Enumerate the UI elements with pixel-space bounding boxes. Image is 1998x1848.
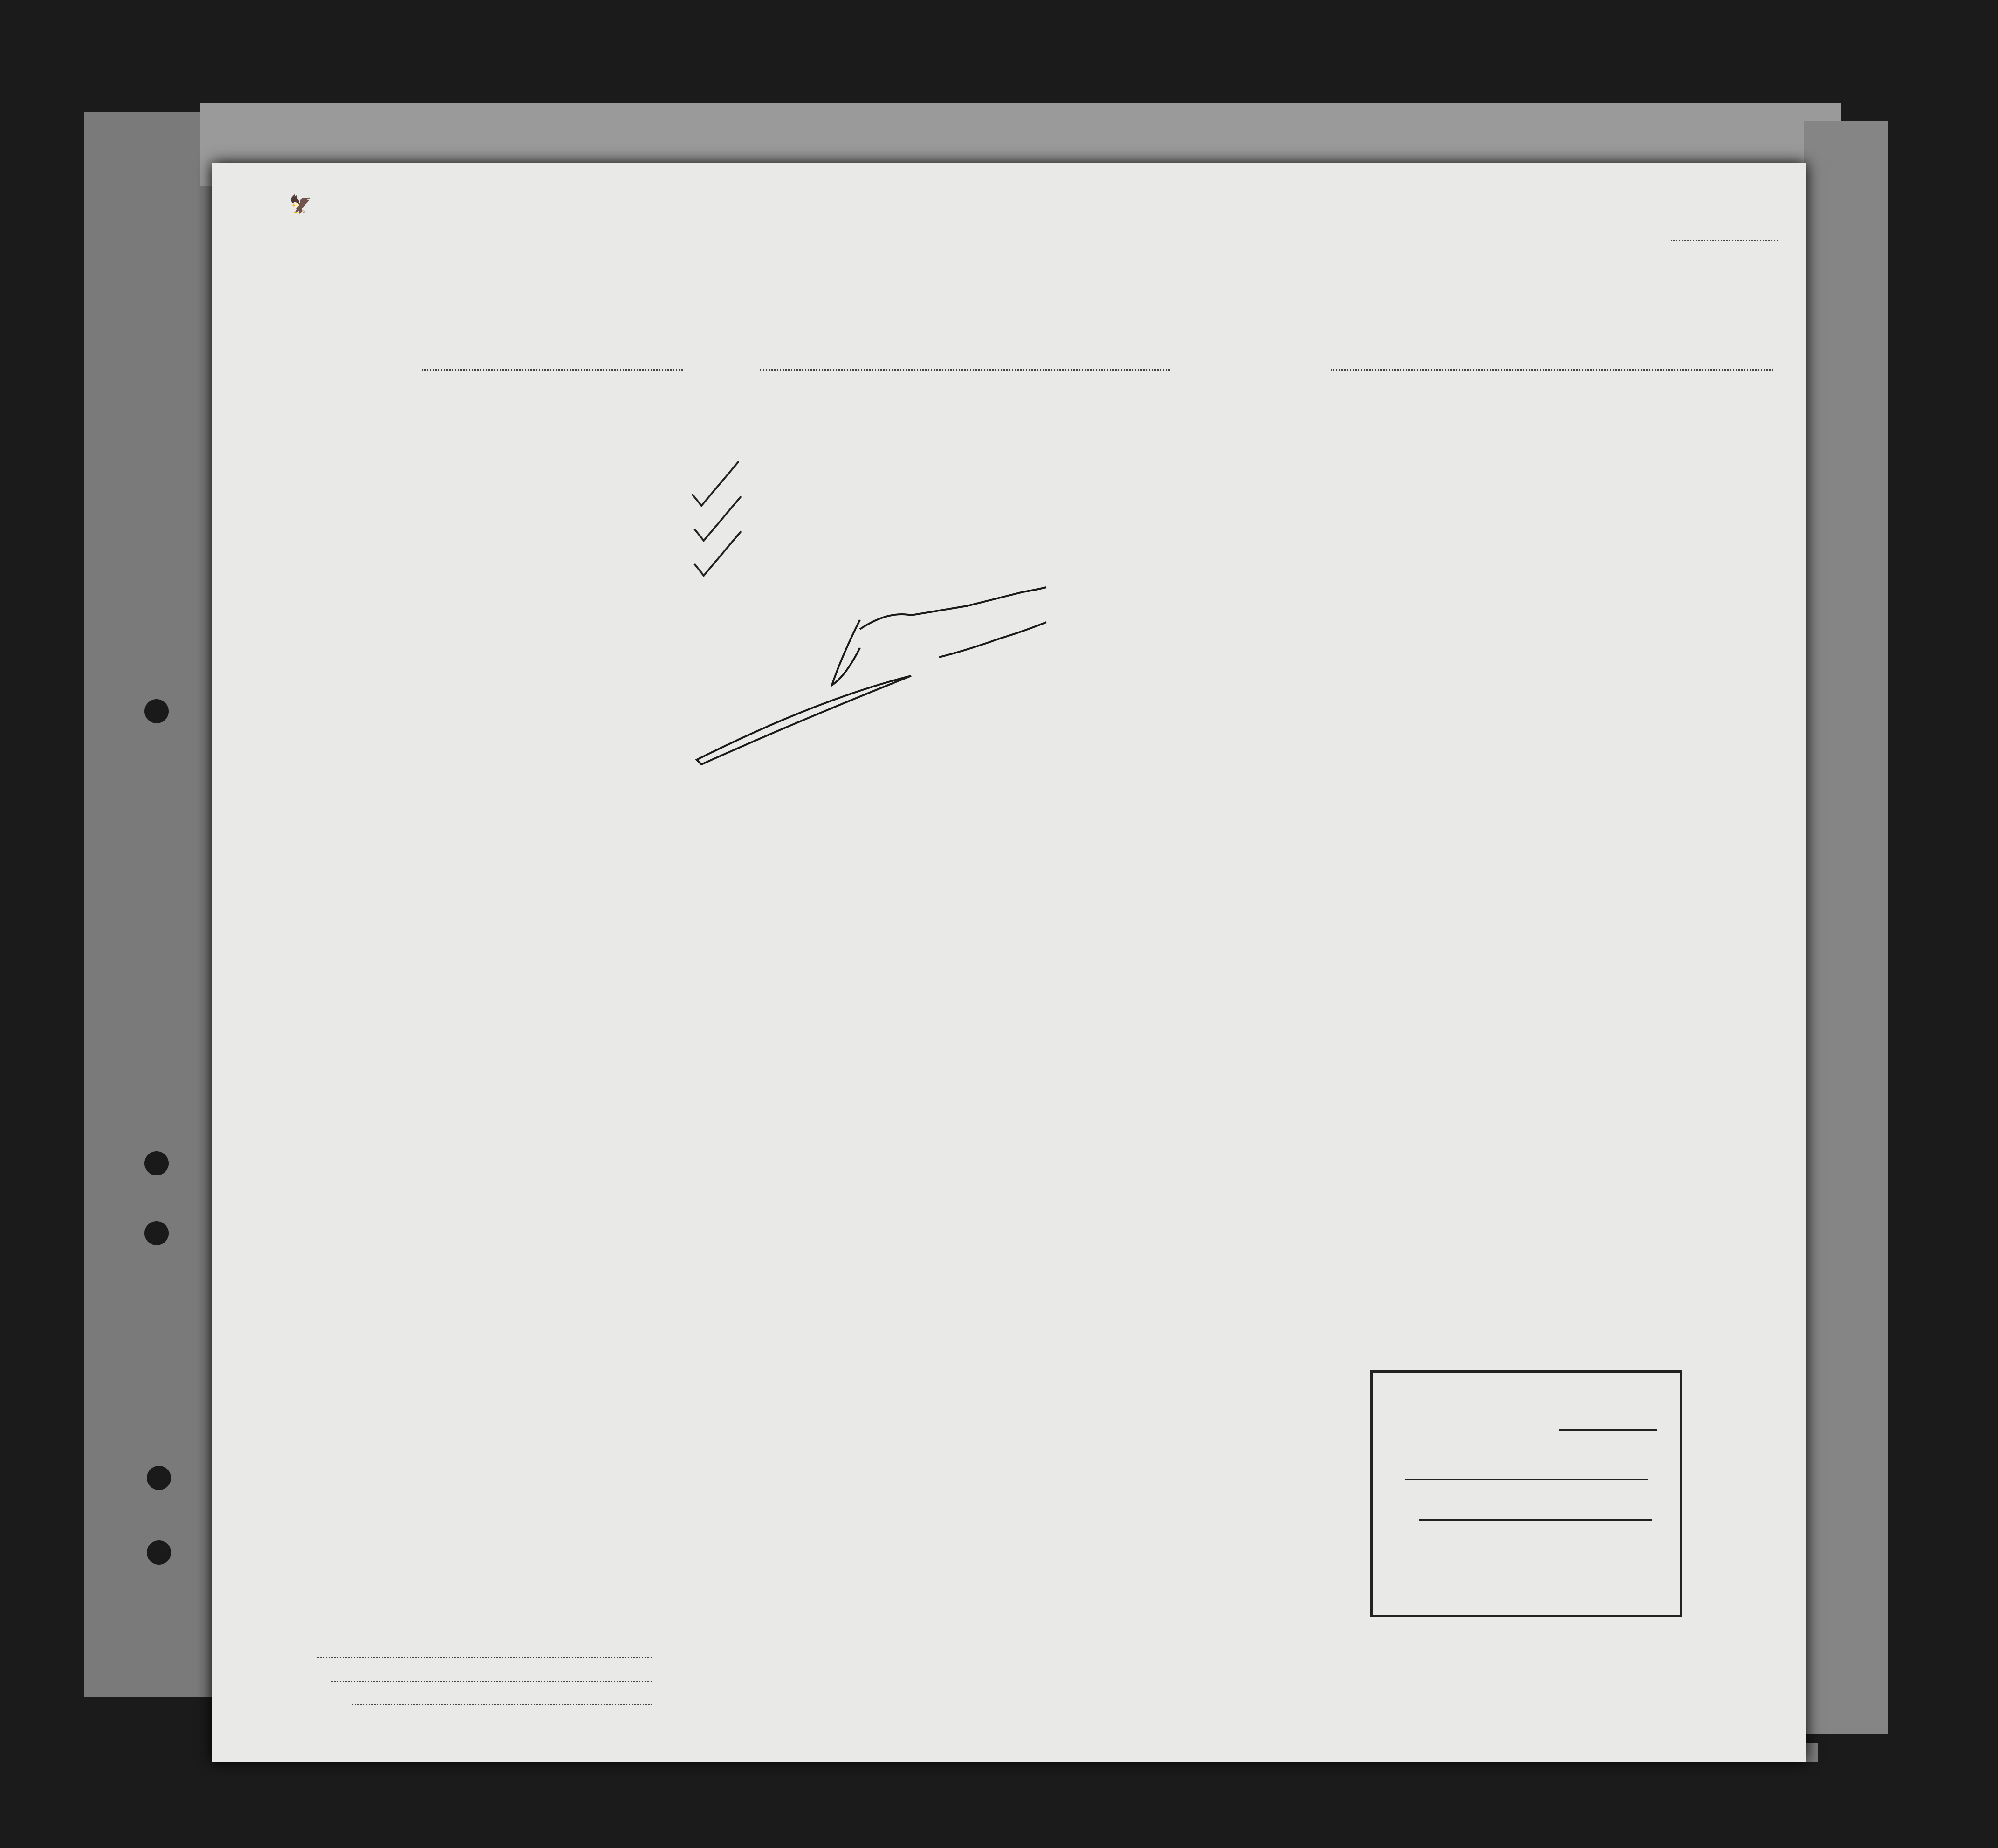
line-field-line: [317, 1657, 652, 1658]
manifest-sheet: [212, 163, 1806, 1762]
punch-hole: [147, 1466, 171, 1490]
stamp-no-line: [1559, 1429, 1657, 1431]
agents-field-line: [352, 1704, 652, 1705]
eagle-icon: 🦅: [289, 194, 312, 215]
stamp-date-line: [1419, 1519, 1652, 1521]
punch-hole: [144, 699, 169, 723]
underlying-sheet-right: [1804, 121, 1888, 1734]
punch-hole: [147, 1540, 171, 1565]
stamp-via-line: [1405, 1479, 1648, 1480]
owners-field-line: [331, 1681, 652, 1682]
punch-hole: [144, 1221, 169, 1245]
consulate-stamp: [1370, 1370, 1682, 1617]
punch-hole: [144, 1151, 169, 1175]
